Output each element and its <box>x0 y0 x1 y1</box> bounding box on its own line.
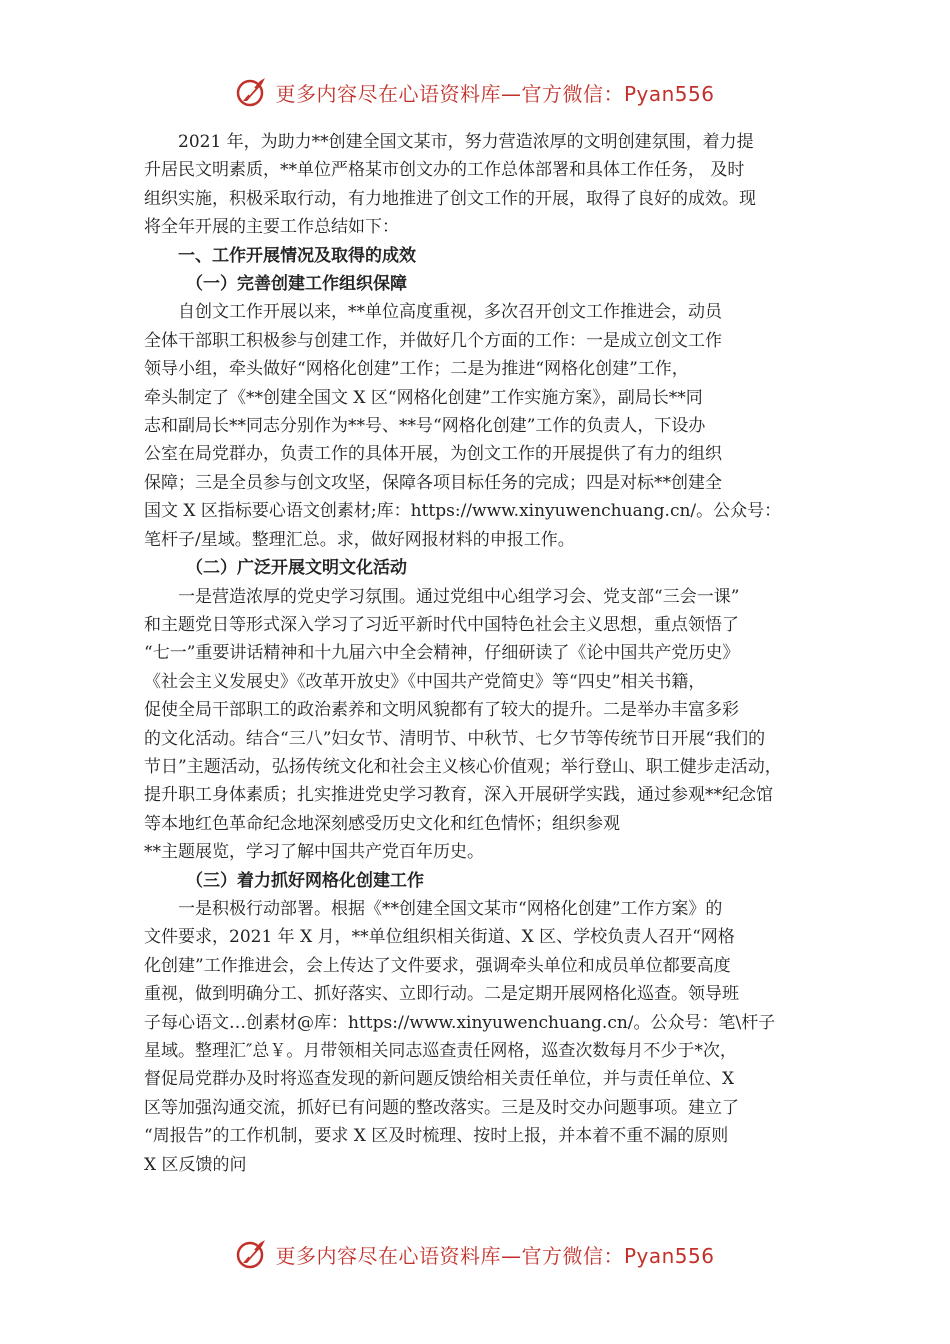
paragraph-line: 的文化活动。结合“三八”妇女节、清明节、中秋节、七夕节等传统节日开展“我们的 <box>144 728 766 749</box>
paragraph-line: “七一”重要讲话精神和十九届六中全会精神，仔细研读了《论中国共产党历史》 <box>144 643 740 664</box>
paragraph-line: 文件要求，2021 年 X 月，**单位组织相关街道、X 区、学校负责人召开“网格 <box>144 927 735 948</box>
paragraph-line: 领导小组，牵头做好“网格化创建”工作；二是为推进“网格化创建”工作， <box>144 359 689 380</box>
intro-paragraph <box>144 128 824 242</box>
header-watermark <box>0 72 950 112</box>
paragraph-line: 星域。整理汇″总￥。月带领相关同志巡查责任网格，巡查次数每月不少于*次， <box>144 1041 737 1061</box>
footer-watermark-text: 更多内容尽在心语资料库—官方微信：Pyan556 <box>275 1243 715 1268</box>
paragraph-line: 公室在局党群办，负责工作的具体开展，为创文工作的开展提供了有力的组织 <box>144 444 722 465</box>
subsection-heading-1: （一）完善创建工作组织保障 <box>186 274 407 295</box>
paragraph-line: 《社会主义发展史》《改革开放史》《中国共产党简史》等“四史”相关书籍， <box>144 671 706 692</box>
paragraph-line: 督促局党群办及时将巡查发现的新问题反馈给相关责任单位，并与责任单位、X <box>144 1069 735 1090</box>
paragraph-line: 化创建”工作推进会，会上传达了文件要求，强调牵头单位和成员单位都要高度 <box>144 955 731 976</box>
paragraph-line: 促使全局干部职工的政治素养和文明风貌都有了较大的提升。二是举办丰富多彩 <box>144 700 739 721</box>
subsection-3-paragraph <box>144 895 824 1179</box>
document-body <box>144 128 824 1179</box>
paragraph-line: 国文 X 区指标要心语文创素材;库：https://www.xinyuwenchuang.cn/。公众号： <box>144 501 782 522</box>
paragraph-line: 区等加强沟通交流，抓好已有问题的整改落实。三是及时交办问题事项。建立了 <box>144 1097 739 1118</box>
quill-logo-icon <box>235 75 269 109</box>
paragraph-line: 牵头制定了《**创建全国文 X 区“网格化创建”工作实施方案》，副局长**同 <box>144 387 703 408</box>
header-watermark-text: 更多内容尽在心语资料库—官方微信：Pyan556 <box>275 81 715 106</box>
paragraph-line: 等本地红色革命纪念地深刻感受历史文化和红色情怀；组织参观 <box>144 813 620 834</box>
paragraph-line: 节日”主题活动，弘扬传统文化和社会主义核心价值观；举行登山、职工健步走活动， <box>144 756 782 777</box>
paragraph-line: 笔杆子/星域。整理汇总。求，做好网报材料的申报工作。 <box>144 529 575 550</box>
paragraph-line: 子每心语文…创素材@库：https://www.xinyuwenchuang.cn/。公众号：笔\杆子 <box>144 1012 776 1033</box>
subsection-2-paragraph <box>144 583 824 867</box>
paragraph-line: 一是积极行动部署。根据《**创建全国文某市“网格化创建”工作方案》的 <box>178 898 723 919</box>
paragraph-line: 提升职工身体素质；扎实推进党史学习教育，深入开展研学实践，通过参观**纪念馆 <box>144 785 773 806</box>
quill-logo-icon <box>235 1237 269 1271</box>
subsection-1-paragraph <box>144 298 824 554</box>
paragraph-line: 全体干部职工积极参与创建工作，并做好几个方面的工作：一是成立创文工作 <box>144 330 722 351</box>
footer-watermark <box>0 1234 950 1274</box>
intro-line: 组织实施，积极采取行动，有力地推进了创文工作的开展，取得了良好的成效。现 <box>144 188 756 209</box>
paragraph-line: 自创文工作开展以来，**单位高度重视，多次召开创文工作推进会，动员 <box>178 302 722 323</box>
intro-line: 2021 年，为助力**创建全国文某市，努力营造浓厚的文明创建氛围，着力提 <box>178 132 754 152</box>
intro-line: 将全年开展的主要工作总结如下： <box>144 217 399 238</box>
paragraph-line: 重视，做到明确分工、抓好落实、立即行动。二是定期开展网格化巡查。领导班 <box>144 984 739 1005</box>
paragraph-line: 和主题党日等形式深入学习了习近平新时代中国特色社会主义思想，重点领悟了 <box>144 614 739 635</box>
subsection-heading-2: （二）广泛开展文明文化活动 <box>186 558 407 579</box>
paragraph-line: 保障；三是全员参与创文攻坚，保障各项目标任务的完成；四是对标**创建全 <box>144 472 722 493</box>
paragraph-line: 一是营造浓厚的党史学习氛围。通过党组中心组学习会、党支部“三会一课” <box>178 586 740 607</box>
paragraph-line: **主题展览，学习了解中国共产党百年历史。 <box>144 842 484 863</box>
intro-line: 升居民文明素质，**单位严格某市创文办的工作总体部署和具体工作任务， 及时 <box>144 160 745 181</box>
paragraph-line: 志和副局长**同志分别作为**号、**号“网格化创建”工作的负责人，下设办 <box>144 416 706 437</box>
section-heading: 一、工作开展情况及取得的成效 <box>178 245 416 266</box>
paragraph-line: X 区反馈的问 <box>144 1154 247 1175</box>
subsection-heading-3: （三）着力抓好网格化创建工作 <box>186 870 424 891</box>
paragraph-line: “周报告”的工作机制，要求 X 区及时梳理、按时上报，并本着不重不漏的原则 <box>144 1126 729 1147</box>
